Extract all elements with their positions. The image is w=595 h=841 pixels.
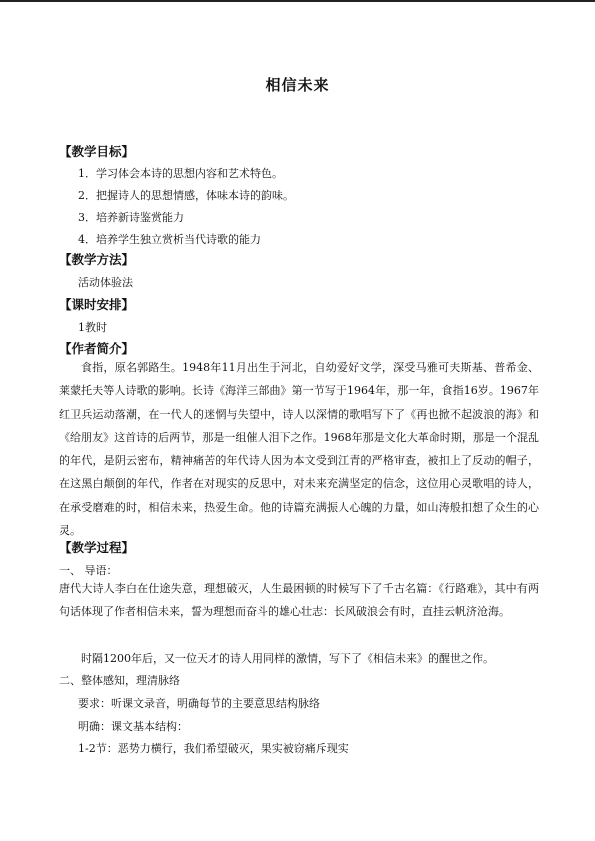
heading-author-intro: 【作者简介】 <box>59 341 135 356</box>
goal-item: 1．学习体会本诗的思想内容和艺术特色。 <box>78 167 283 180</box>
goal-item: 3．培养新诗鉴赏能力 <box>78 211 184 224</box>
heading-teaching-goals: 【教学目标】 <box>59 144 135 159</box>
intro-paragraph: 唐代大诗人李白在仕途失意，理想破灭，人生最困顿的时候写下了千古名篇：《行路难》，其中有两句话体现了作者相信未来，誓为理想而奋斗的雄心壮志：长风破浪会有时，直挂云帆济沧海。 <box>59 582 539 619</box>
intro-label: 一、 导语： <box>59 564 118 577</box>
structure-item: 1-2节：恶势力横行，我们希望破灭，果实被窃痛斥现实 <box>78 742 349 755</box>
author-intro-paragraph: 食指，原名郭路生。1948年11月出生于河北，自幼爱好文学，深受马雅可夫斯基、普希金、莱蒙托夫等人诗歌的影响。长诗《海洋三部曲》第一节写于1964年，那一年，食指16岁。1967年红卫兵运动落潮，在一代人的迷惘与失望中，诗人以深情的歌唱写下了《再也掀不起波浪的海》和《给朋友》这首诗的后两节，那是一组催人泪下之作。1968年那是文化大革命时期，那是一个混乱的年代，是阴云密布，精神痛苦的年代诗人因为本文受到江青的严格审查，被扣上了反动的帽子，在这黑白颠倒的年代，作者在对现实的反思中，对未来充满坚定的信念，这位用心灵歌唱的诗人，在承受磨难的时，相信未来，热爱生命。他的诗篇充满振人心魄的力量，如山涛般扣想了众生的心灵。 <box>59 361 539 538</box>
intro-paragraph-2: 时隔1200年后，又一位天才的诗人用同样的激情，写下了《相信未来》的醒世之作。 <box>81 652 494 665</box>
page-top-border <box>0 0 595 2</box>
requirement-text: 要求：听课文录音，明确每节的主要意思结构脉络 <box>78 697 320 710</box>
goal-item: 4．培养学生独立赏析当代诗歌的能力 <box>78 233 261 246</box>
schedule-text: 1教时 <box>78 321 107 334</box>
teaching-method-text: 活动体验法 <box>78 276 133 289</box>
clarify-text: 明确：课文基本结构： <box>78 720 188 733</box>
part2-label: 二、整体感知，理清脉络 <box>59 674 180 687</box>
goal-item: 2．把握诗人的思想情感，体味本诗的韵味。 <box>78 189 294 202</box>
heading-teaching-process: 【教学过程】 <box>59 540 135 555</box>
heading-schedule: 【课时安排】 <box>59 297 135 312</box>
heading-teaching-method: 【教学方法】 <box>59 252 135 267</box>
document-title: 相信未来 <box>265 76 330 94</box>
